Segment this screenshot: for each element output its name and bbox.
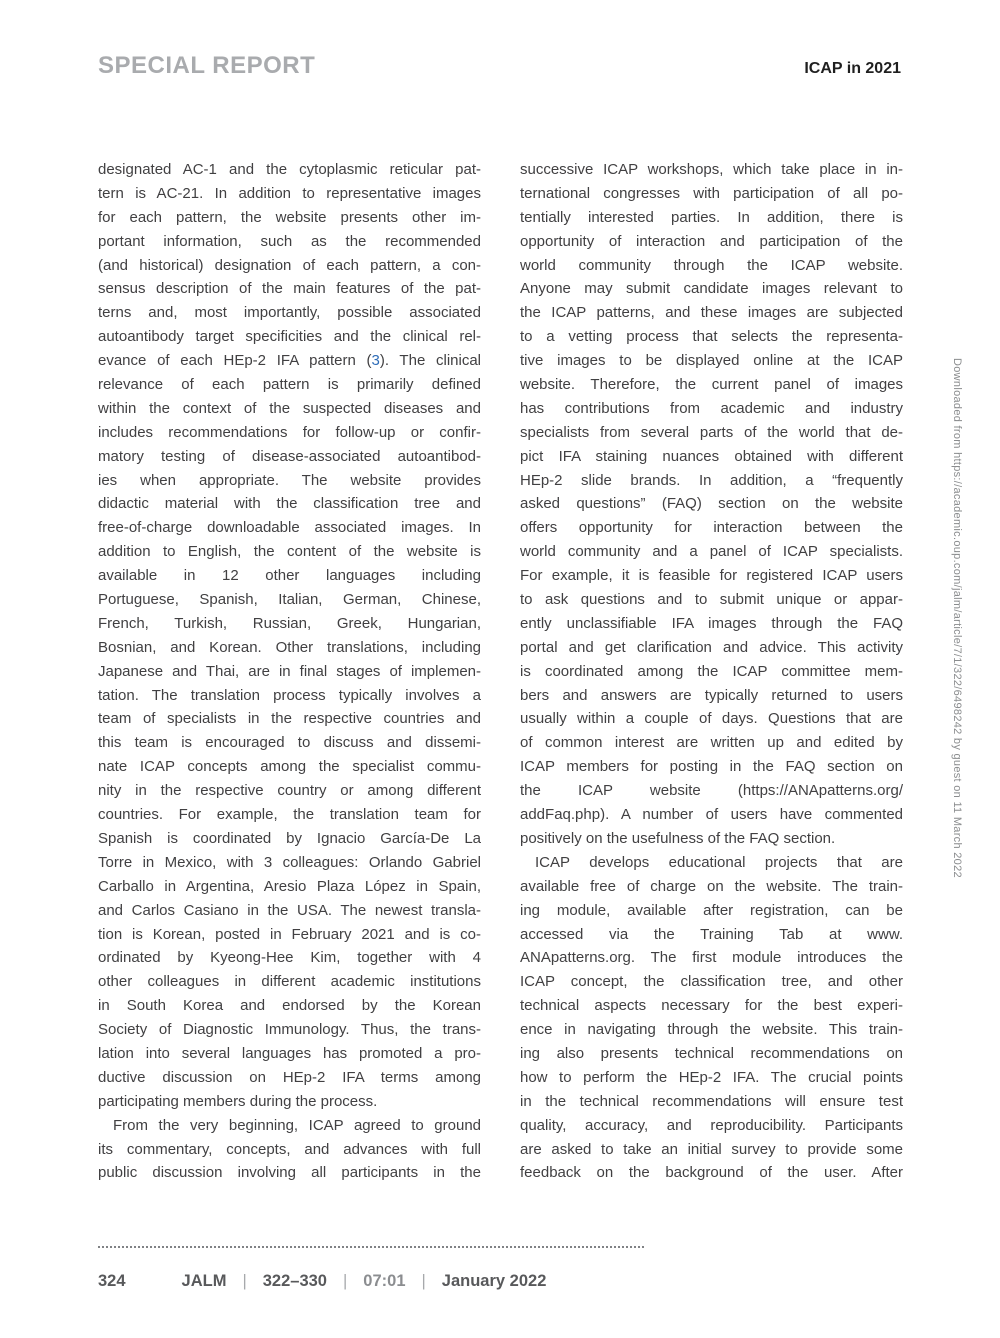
text-line: ICAP concept, the classification tree, and other: [520, 973, 903, 991]
text-line: Carballo in Argentina, Aresio Plaza López in Spain,: [98, 877, 481, 895]
text-line: ANApatterns.org. The first module introduces the: [520, 949, 903, 967]
text-line: and Carlos Casiano in the USA. The newest transla-: [98, 901, 481, 919]
text-line: tern is AC-21. In addition to representative images: [98, 184, 481, 202]
text-line: ductive discussion on HEp-2 IFA terms among: [98, 1068, 481, 1086]
footer-journal-name: JALM: [181, 1272, 227, 1290]
text-line: in South Korea and endorsed by the Korean: [98, 997, 481, 1015]
text-line: ence in navigating through the website. This train-: [520, 1021, 903, 1039]
body-column-right: [520, 158, 903, 1185]
text-line: successive ICAP workshops, which take place in in-: [520, 161, 903, 178]
text-line: website. Therefore, the current panel of images: [520, 376, 903, 394]
text-line: tentially interested parties. In addition, there is: [520, 208, 903, 226]
text-line: addFaq.php). A number of users have commented: [520, 806, 903, 824]
text-line: for each pattern, the website presents other im-: [98, 208, 481, 226]
text-line: Torre in Mexico, with 3 colleagues: Orlando Gabriel: [98, 853, 481, 871]
text-line: (and historical) designation of each pattern, a con-: [98, 256, 481, 274]
text-line: free-of-charge downloadable associated images. In: [98, 519, 481, 537]
text-line: in the technical recommendations will ensure test: [520, 1092, 903, 1110]
text-line: tive images to be displayed online at the ICAP: [520, 352, 903, 370]
text-line: opportunity of interaction and participation of the: [520, 232, 903, 250]
text-line: didactic material with the classification tree and: [98, 495, 481, 513]
footer: [98, 1272, 904, 1291]
text-line: Anyone may submit candidate images relevant to: [520, 280, 903, 298]
reference-link[interactable]: 3: [371, 352, 380, 370]
text-line: has contributions from academic and industry: [520, 399, 903, 417]
text-line: of common interest are written up and edited by: [520, 734, 903, 752]
text-line: Society of Diagnostic Immunology. Thus, the trans-: [98, 1021, 481, 1039]
text-line: other colleagues in different academic institutions: [98, 973, 481, 991]
text-line: portant information, such as the recommended: [98, 232, 481, 250]
text-line: French, Turkish, Russian, Greek, Hungarian,: [98, 614, 481, 632]
text-line: nate ICAP concepts among the specialist commu-: [98, 758, 481, 776]
text-line: HEp-2 slide brands. In addition, a “frequently: [520, 471, 903, 489]
text-line: available in 12 other languages including: [98, 567, 481, 585]
text-line: ing also presents technical recommendations on: [520, 1044, 903, 1062]
text-line: pict IFA staining nuances obtained with different: [520, 447, 903, 465]
footer-separator: |: [343, 1272, 348, 1290]
text-line: positively on the usefulness of the FAQ section.: [520, 829, 836, 847]
footer-page-number: 324: [98, 1272, 126, 1290]
text-line: usually within a couple of days. Questions that are: [520, 710, 903, 728]
text-line: accessed via the Training Tab at www.: [520, 925, 903, 943]
text-line: available free of charge on the website. The train-: [520, 877, 903, 895]
footer-dotted-rule: [98, 1240, 644, 1248]
text-line: ently unclassifiable IFA images through the FAQ: [520, 614, 903, 632]
running-title: ICAP in 2021: [804, 60, 901, 77]
text-line: how to perform the HEp-2 IFA. The crucial points: [520, 1068, 903, 1086]
text-line: this team is encouraged to discuss and dissemi-: [98, 734, 481, 752]
text-line: offers opportunity for interaction between the: [520, 519, 903, 537]
text-line: autoantibody target specificities and the clinical rel-: [98, 328, 481, 346]
footer-issue-code: 07:01: [363, 1272, 406, 1290]
text-line: are asked to take an initial survey to provide some: [520, 1140, 903, 1158]
text-line: relevance of each pattern is primarily defined: [98, 376, 481, 394]
text-line: tation. The translation process typically involves a: [98, 686, 481, 704]
text-line: team of specialists in the respective countries and: [98, 710, 481, 728]
text-line: evance of each HEp-2 IFA pattern (3). The clinical: [98, 352, 481, 370]
text-line: countries. For example, the translation team for: [98, 806, 481, 824]
text-line: matory testing of disease-associated autoantibod-: [98, 447, 481, 465]
text-line: Japanese and Thai, are in final stages of implemen-: [98, 662, 481, 680]
text-line: ICAP develops educational projects that are: [535, 853, 903, 871]
text-line: tion is Korean, posted in February 2021 and is co-: [98, 925, 481, 943]
text-line: the ICAP patterns, and these images are subjected: [520, 304, 903, 322]
section-label: SPECIAL REPORT: [98, 52, 316, 79]
text-line: For example, it is feasible for registered ICAP users: [520, 567, 903, 585]
footer-page-range: 322–330: [262, 1272, 327, 1290]
text-line: quality, accuracy, and reproducibility. Participants: [520, 1116, 903, 1134]
text-line: to a vetting process that selects the representa-: [520, 328, 903, 346]
text-line: Portuguese, Spanish, Italian, German, Chinese,: [98, 591, 481, 609]
text-line: its commentary, concepts, and advances with full: [98, 1140, 481, 1158]
text-line: ternational congresses with participation of all po-: [520, 184, 903, 202]
text-line: ordinated by Kyeong-Hee Kim, together with 4: [98, 949, 481, 967]
text-line: bers and answers are typically returned to users: [520, 686, 903, 704]
text-line: public discussion involving all participants in the: [98, 1164, 481, 1182]
text-line: asked questions” (FAQ) section on the website: [520, 495, 903, 513]
text-line: ing module, available after registration, can be: [520, 901, 903, 919]
text-line: includes recommendations for follow-up or confir-: [98, 423, 481, 441]
text-line: within the context of the suspected diseases and: [98, 399, 481, 417]
text-line: is coordinated among the ICAP committee mem-: [520, 662, 903, 680]
text-line: world community and a panel of ICAP specialists.: [520, 543, 903, 561]
text-line: ICAP members for posting in the FAQ section on: [520, 758, 903, 776]
text-line: lation into several languages has promoted a pro-: [98, 1044, 481, 1062]
text-line: the ICAP website (https://ANApatterns.org/: [520, 782, 903, 800]
text-line: ies when appropriate. The website provides: [98, 471, 481, 489]
footer-separator: |: [242, 1272, 247, 1290]
text-line: nity in the respective country or among different: [98, 782, 481, 800]
text-line: sensus description of the main features of the pat-: [98, 280, 481, 298]
text-line: world community through the ICAP website.: [520, 256, 903, 274]
text-line: technical aspects necessary for the best experi-: [520, 997, 903, 1015]
text-line: addition to English, the content of the website is: [98, 543, 481, 561]
text-line: to ask questions and to submit unique or appar-: [520, 591, 903, 609]
download-watermark: Downloaded from https://academic.oup.com/jalm/article/7/1/322/6498242 by guest on 11 March 2022: [951, 358, 963, 878]
text-line: portal and get clarification and advice. This activity: [520, 638, 903, 656]
body-column-left: [98, 158, 481, 1185]
text-line: From the very beginning, ICAP agreed to ground: [113, 1116, 481, 1134]
text-line: participating members during the process.: [98, 1092, 378, 1110]
footer-issue-date: January 2022: [441, 1272, 547, 1290]
text-line: feedback on the background of the user. After: [520, 1164, 903, 1182]
text-line: Spanish is coordinated by Ignacio García-De La: [98, 829, 481, 847]
text-line: designated AC-1 and the cytoplasmic reticular pat-: [98, 161, 481, 178]
text-line: Bosnian, and Korean. Other translations, including: [98, 638, 481, 656]
text-line: specialists from several parts of the world that de-: [520, 423, 903, 441]
text-line: terns and, most importantly, possible associated: [98, 304, 481, 322]
footer-separator: |: [421, 1272, 426, 1290]
